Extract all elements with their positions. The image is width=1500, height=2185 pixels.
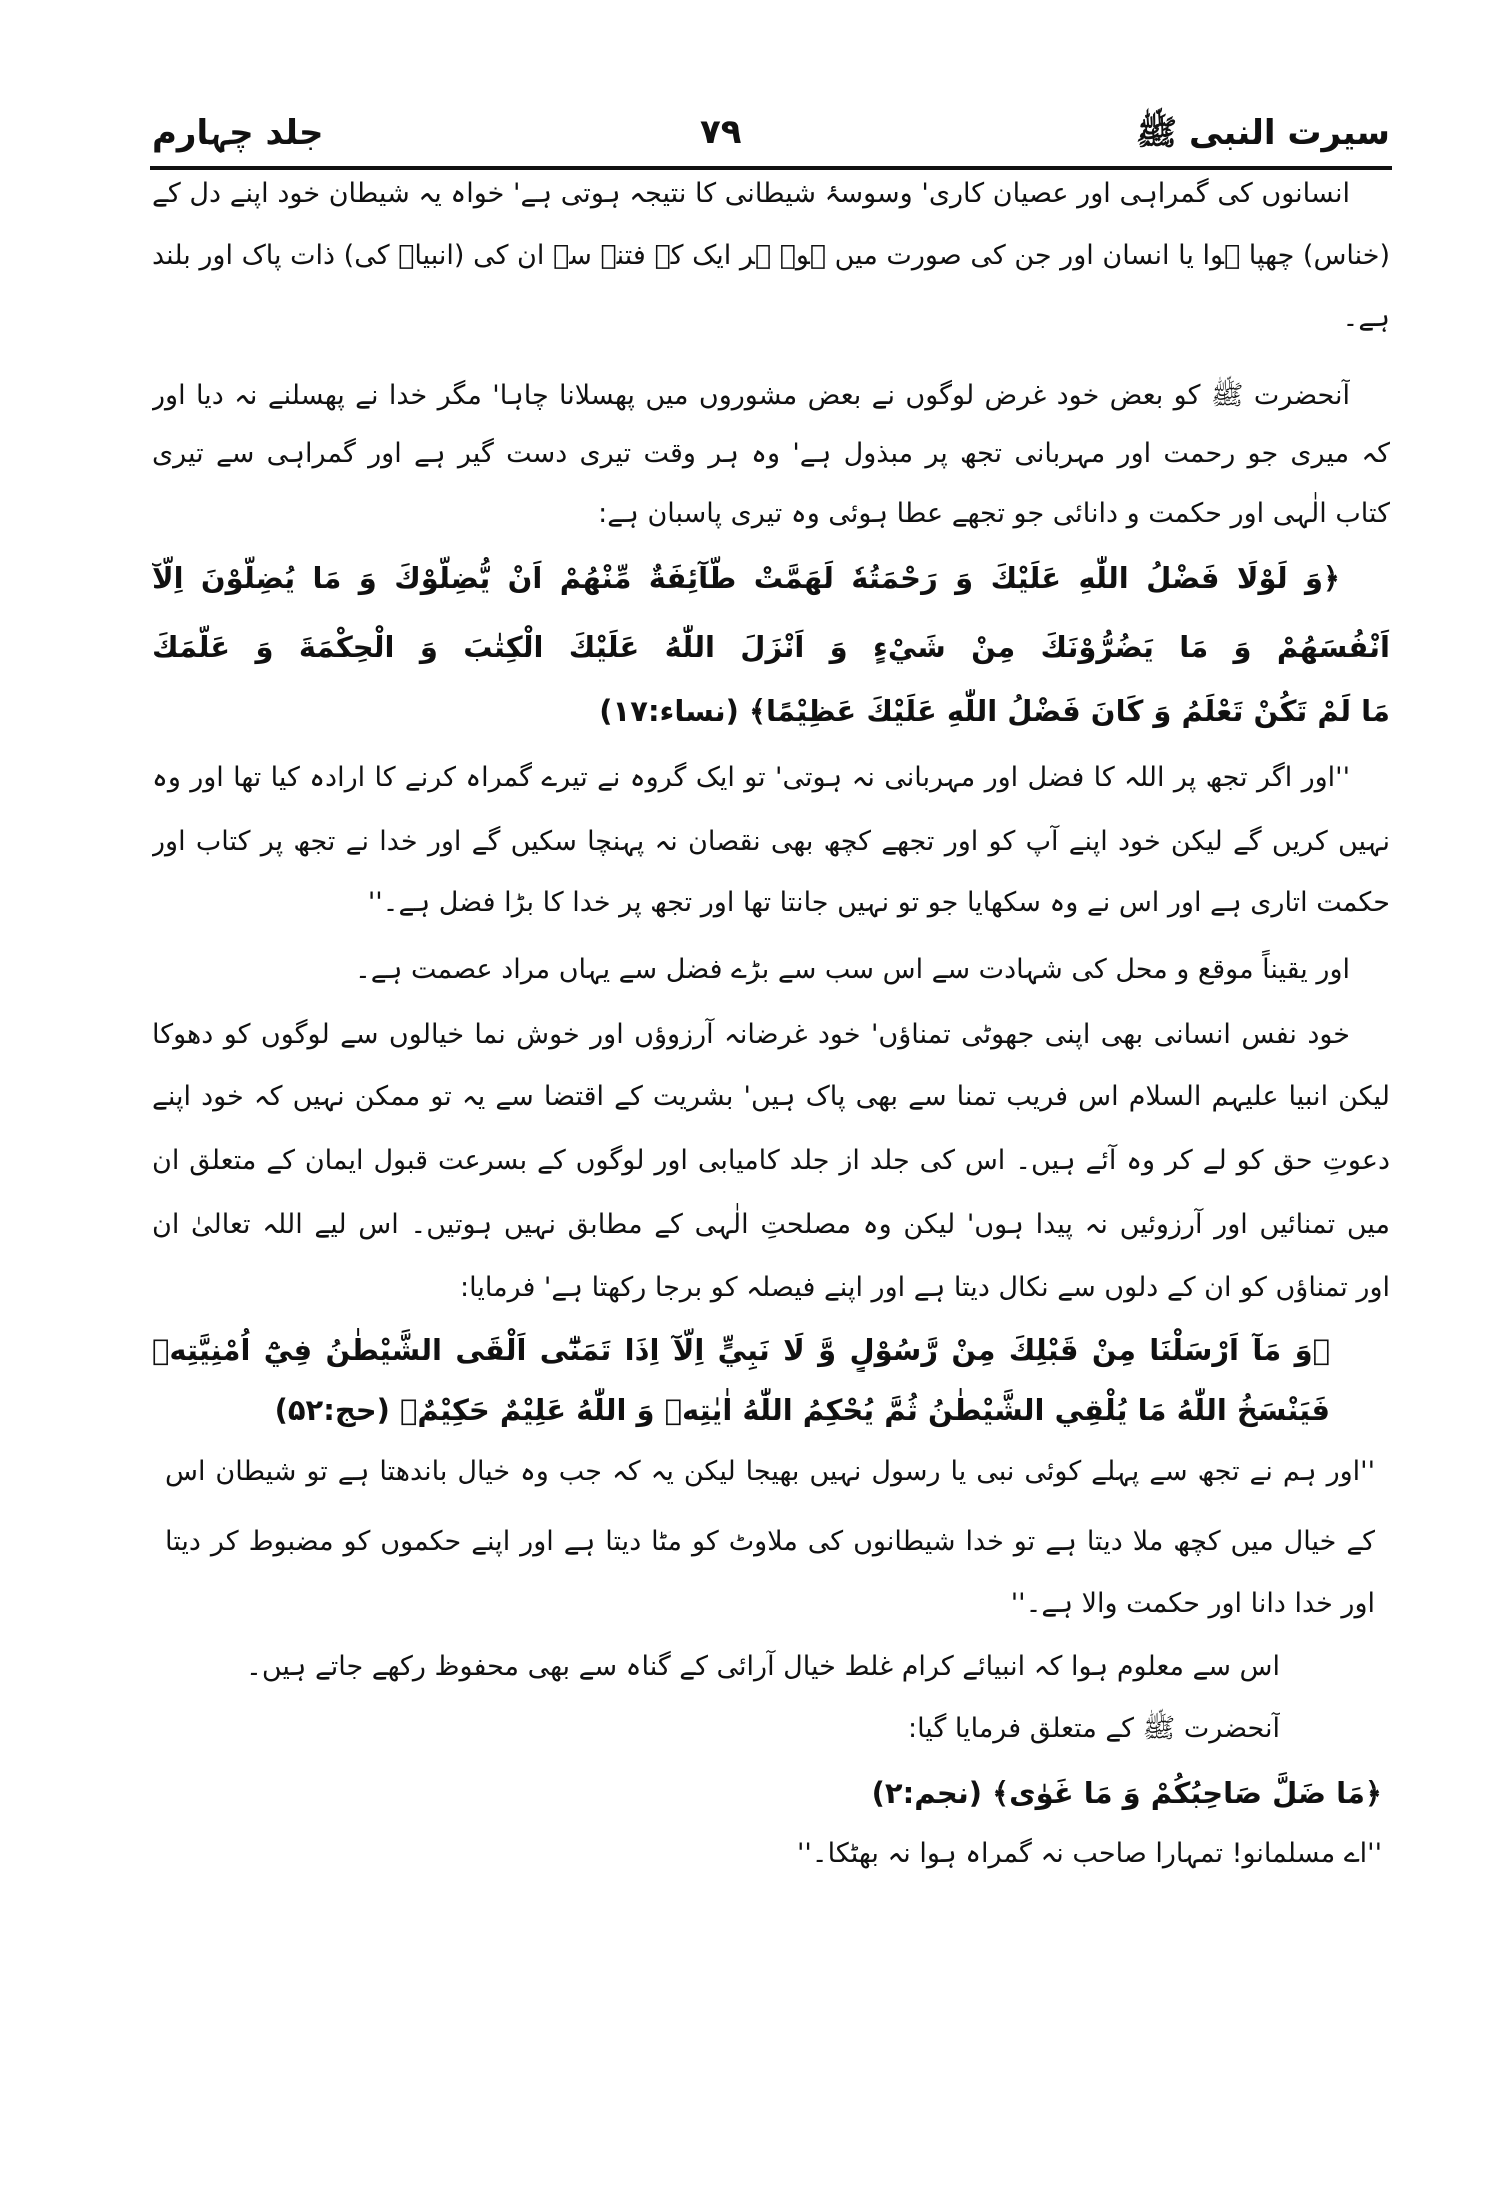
text-line: (خناس) چھپا ہوا یا انسان اور جن کی صورت میں ہو۔ ہر ایک کے فتنہ سے ان کی (انبیاؑ کی) ذات پاک اور بلند (152, 240, 1390, 271)
text-line: آنحضرت ﷺ کو بعض خود غرض لوگوں نے بعض مشوروں میں پھسلانا چاہا' مگر خدا نے پھسلنے نہ دیا اور (152, 380, 1350, 411)
text-line: اس سے معلوم ہوا کہ انبیائے کرام غلط خیال آرائی کے گناہ سے بھی محفوظ رکھے جاتے ہیں۔ (246, 1651, 1280, 1682)
translation-line: ''اے مسلمانو! تمہارا صاحب نہ گمراہ ہوا نہ بھٹکا۔'' (796, 1838, 1382, 1869)
text-line: اور یقیناً موقع و محل کی شہادت سے اس سب سے بڑے فضل سے یہاں مراد عصمت ہے۔ (354, 954, 1350, 985)
translation-line: کے خیال میں کچھ ملا دیتا ہے تو خدا شیطانوں کی ملاوٹ کو مٹا دیتا ہے اور اپنے حکموں کو مضبوط کر دیتا (165, 1526, 1375, 1557)
text-line: کہ میری جو رحمت اور مہربانی تجھ پر مبذول ہے' وہ ہر وقت تیری دست گیر ہے اور گمراہی سے تیری (152, 438, 1390, 469)
text-line: اور تمناؤں کو ان کے دلوں سے نکال دیتا ہے اور اپنے فیصلہ کو برجا رکھتا ہے' فرمایا: (460, 1272, 1390, 1303)
translation-line: ''اور ہم نے تجھ سے پہلے کوئی نبی یا رسول نہیں بھیجا لیکن یہ کہ جب وہ خیال باندھتا ہے تو شیطان اس (165, 1456, 1375, 1487)
header-rule (150, 166, 1392, 170)
text-line: خود نفس انسانی بھی اپنی جھوٹی تمناؤں' خود غرضانہ آرزوؤں اور خوش نما خیالوں سے لوگوں کو دھوکا (152, 1019, 1350, 1050)
text-line: انسانوں کی گمراہی اور عصیان کاری' وسوسۂ شیطانی کا نتیجہ ہوتی ہے' خواہ یہ شیطان خود اپنے دل کے (152, 178, 1350, 209)
translation-line: حکمت اتاری ہے اور اس نے وہ سکھایا جو تو نہیں جانتا تھا اور تجھ پر خدا کا بڑا فضل ہے۔'' (367, 887, 1390, 918)
text-line: لیکن انبیا علیہم السلام اس فریب تمنا سے بھی پاک ہیں' بشریت کے اقتضا سے یہ تو ممکن نہیں کہ خود اپنے (152, 1081, 1390, 1112)
quran-verse-line: ﴿وَ لَوْلَا فَضْلُ اللّٰهِ عَلَيْكَ وَ رَحْمَتُهٗ لَهَمَّتْ طَّآئِفَةٌ مِّنْهُمْ اَنْ يُّضِلُّوْكَ وَ مَا يُضِلُّوْنَ اِلَّآ (152, 561, 1340, 595)
translation-line: ''اور اگر تجھ پر اللہ کا فضل اور مہربانی نہ ہوتی' تو ایک گروہ نے تیرے گمراہ کرنے کا ارادہ کیا تھا اور وہ (152, 762, 1350, 793)
quran-verse-line: ﴿مَا ضَلَّ صَاحِبُكُمْ وَ مَا غَوٰى﴾ (نجم:۲) (871, 1776, 1382, 1810)
text-line: آنحضرت ﷺ کے متعلق فرمایا گیا: (907, 1713, 1280, 1744)
text-line: دعوتِ حق کو لے کر وہ آئے ہیں۔ اس کی جلد از جلد کامیابی اور لوگوں کے بسرعت قبول ایمان کے متعلق ان (152, 1145, 1390, 1176)
text-line: کتاب الٰہی اور حکمت و دانائی جو تجھے عطا ہوئی وہ تیری پاسبان ہے: (598, 498, 1390, 529)
translation-line: نہیں کریں گے لیکن خود اپنے آپ کو اور تجھے کچھ بھی نقصان نہ پہنچا سکیں گے اور خدا نے تجھ پر کتاب اور (152, 826, 1390, 857)
quran-verse-line: مَا لَمْ تَكُنْ تَعْلَمُ وَ كَانَ فَضْلُ اللّٰهِ عَلَيْكَ عَظِيْمًا﴾ (نساء:۱۷) (599, 694, 1390, 728)
translation-line: اور خدا دانا اور حکمت والا ہے۔'' (1010, 1588, 1375, 1619)
quran-verse-line: فَيَنْسَخُ اللّٰهُ مَا يُلْقِي الشَّيْطٰنُ ثُمَّ يُحْكِمُ اللّٰهُ اٰيٰتِهٖ وَ اللّٰهُ عَلِيْمٌ حَكِيْمٌ﴾ (حج:۵۲) (274, 1393, 1330, 1427)
quran-verse-line: اَنْفُسَهُمْ وَ مَا يَضُرُّوْنَكَ مِنْ شَيْءٍ وَ اَنْزَلَ اللّٰهُ عَلَيْكَ الْكِتٰبَ وَ الْحِكْمَةَ وَ عَلَّمَكَ (152, 630, 1390, 664)
text-line: ہے۔ (1342, 302, 1390, 333)
volume-label: جلد چہارم (152, 113, 324, 153)
quran-verse-line: ﴿وَ مَآ اَرْسَلْنَا مِنْ قَبْلِكَ مِنْ رَّسُوْلٍ وَّ لَا نَبِيٍّ اِلَّآ اِذَا تَمَنّٰٓى اَلْقَى الشَّيْطٰنُ فِيْٓ اُمْنِيَّتِهٖ (152, 1333, 1330, 1367)
text-line: میں تمنائیں اور آرزوئیں نہ پیدا ہوں' لیکن وہ مصلحتِ الٰہی کے مطابق نہیں ہوتیں۔ اس لیے اللہ تعالیٰ ان (152, 1209, 1390, 1240)
book-title: سیرت النبی ﷺ (1136, 113, 1390, 153)
page-number: ۷۹ (700, 112, 742, 152)
